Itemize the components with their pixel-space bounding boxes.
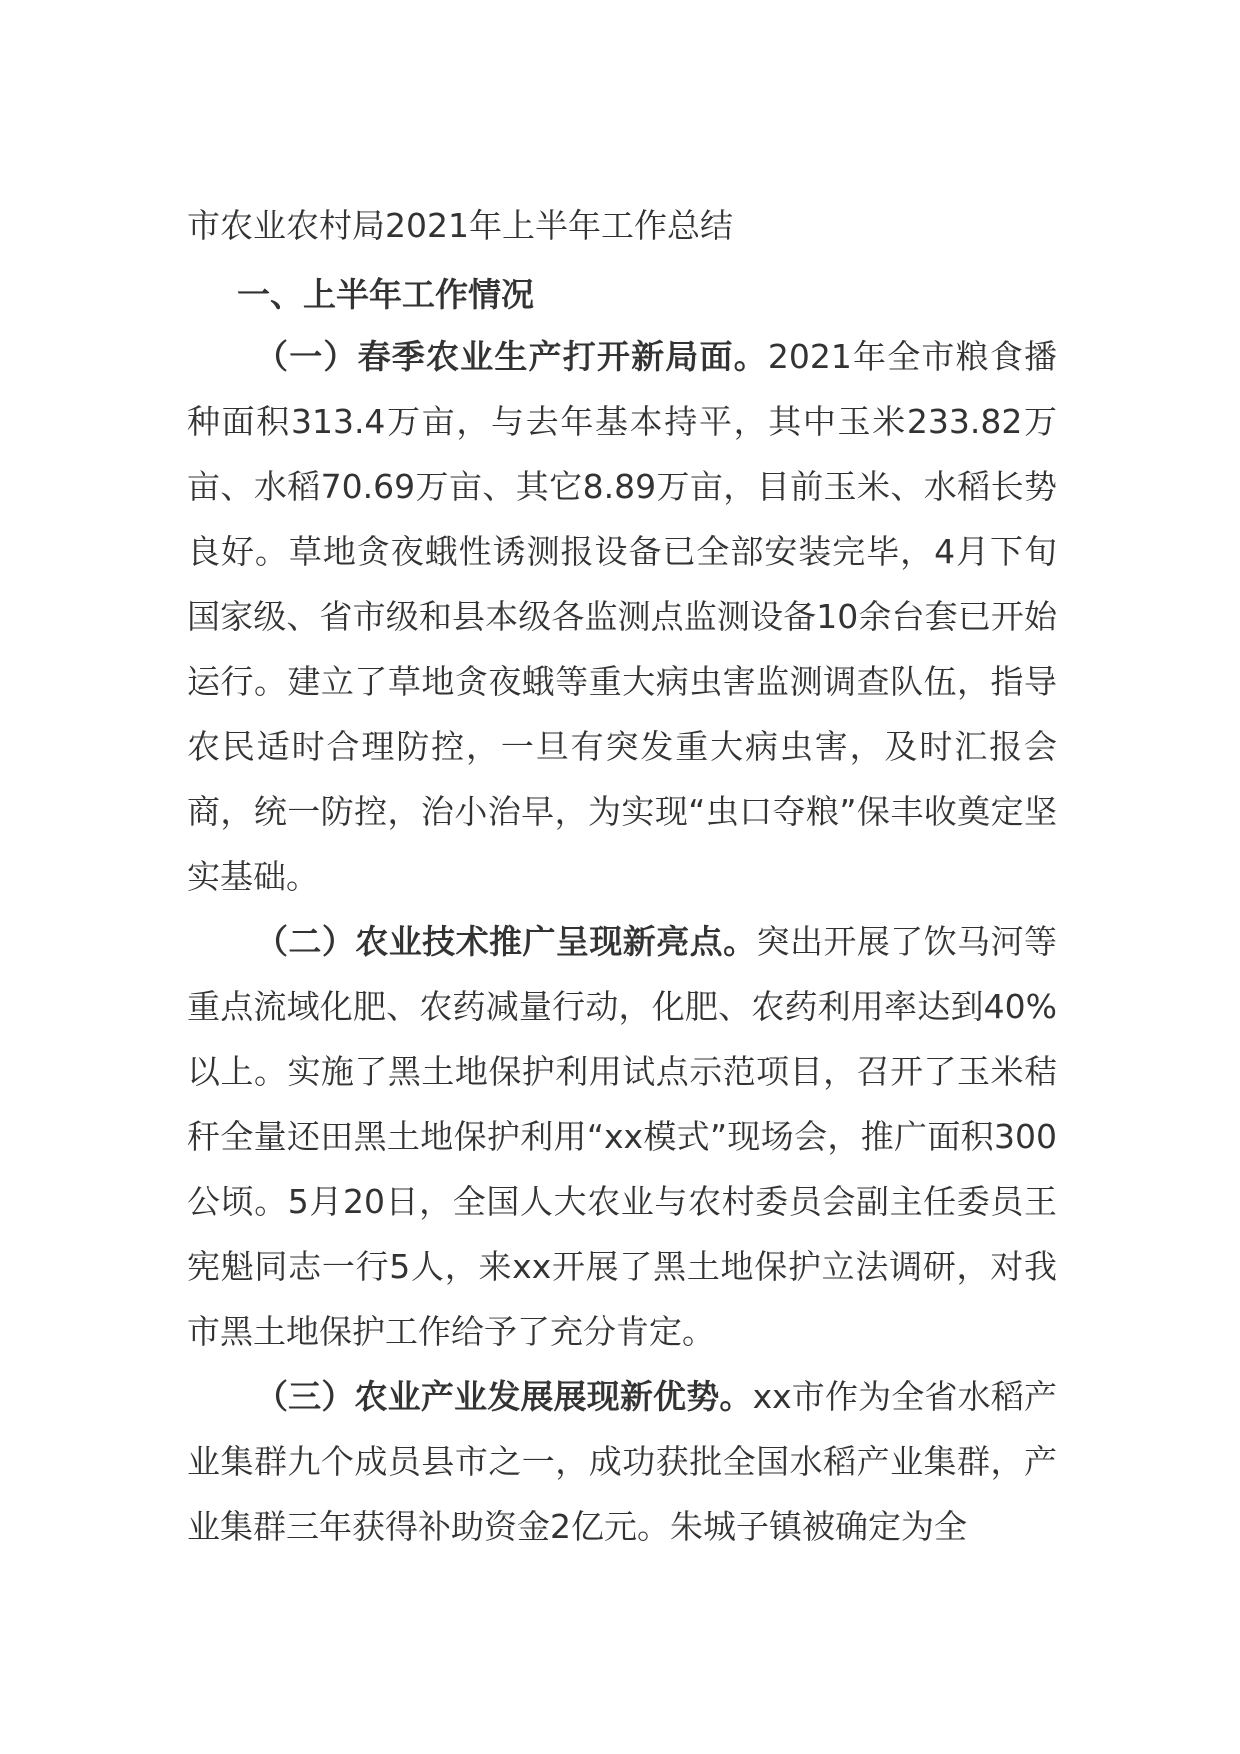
paragraph-body: xx市作为全省水稻产业集群九个成员县市之一，成功获批全国水稻产业集群，产业集群三年获得补助资金2亿元。朱城子镇被确定为全 [187,1377,1058,1546]
document-page [187,196,1057,1559]
paragraph-lead: （一）春季农业生产打开新局面。 [255,337,768,376]
paragraph-lead: （三）农业产业发展展现新优势。 [255,1377,753,1416]
paragraph-body: 2021年全市粮食播种面积313.4万亩，与去年基本持平，其中玉米233.82万亩、水稻70.69万亩、其它8.89万亩，目前玉米、水稻长势良好。草地贪夜蛾性诱测报设备已全部安装完毕，4月下旬国家级、省市级和县本级各监测点监测设备10余台套已开始运行。建立了草地贪夜蛾等重大病虫害监测调查队伍，指导农民适时合理防控，一旦有突发重大病虫害，及时汇报会商，统一防控，治小治早，为实现“虫口夺粮”保丰收奠定坚实基础。 [187,337,1058,896]
paragraph-industry-development [187,1364,1057,1559]
paragraph-lead: （二）农业技术推广呈现新亮点。 [255,922,757,961]
document-title: 市农业农村局2021年上半年工作总结 [187,206,733,245]
section-heading: 一、上半年工作情况 [237,275,534,314]
paragraph-tech-promotion [187,909,1057,1364]
paragraph-spring-production [187,324,1057,909]
paragraph-body: 突出开展了饮马河等重点流域化肥、农药减量行动，化肥、农药利用率达到40%以上。实施了黑土地保护利用试点示范项目，召开了玉米秸秆全量还田黑土地保护利用“xx模式”现场会，推广面积300公顷。5月20日，全国人大农业与农村委员会副主任委员王宪魁同志一行5人，来xx开展了黑土地保护立法调研，对我市黑土地保护工作给予了充分肯定。 [187,922,1058,1351]
